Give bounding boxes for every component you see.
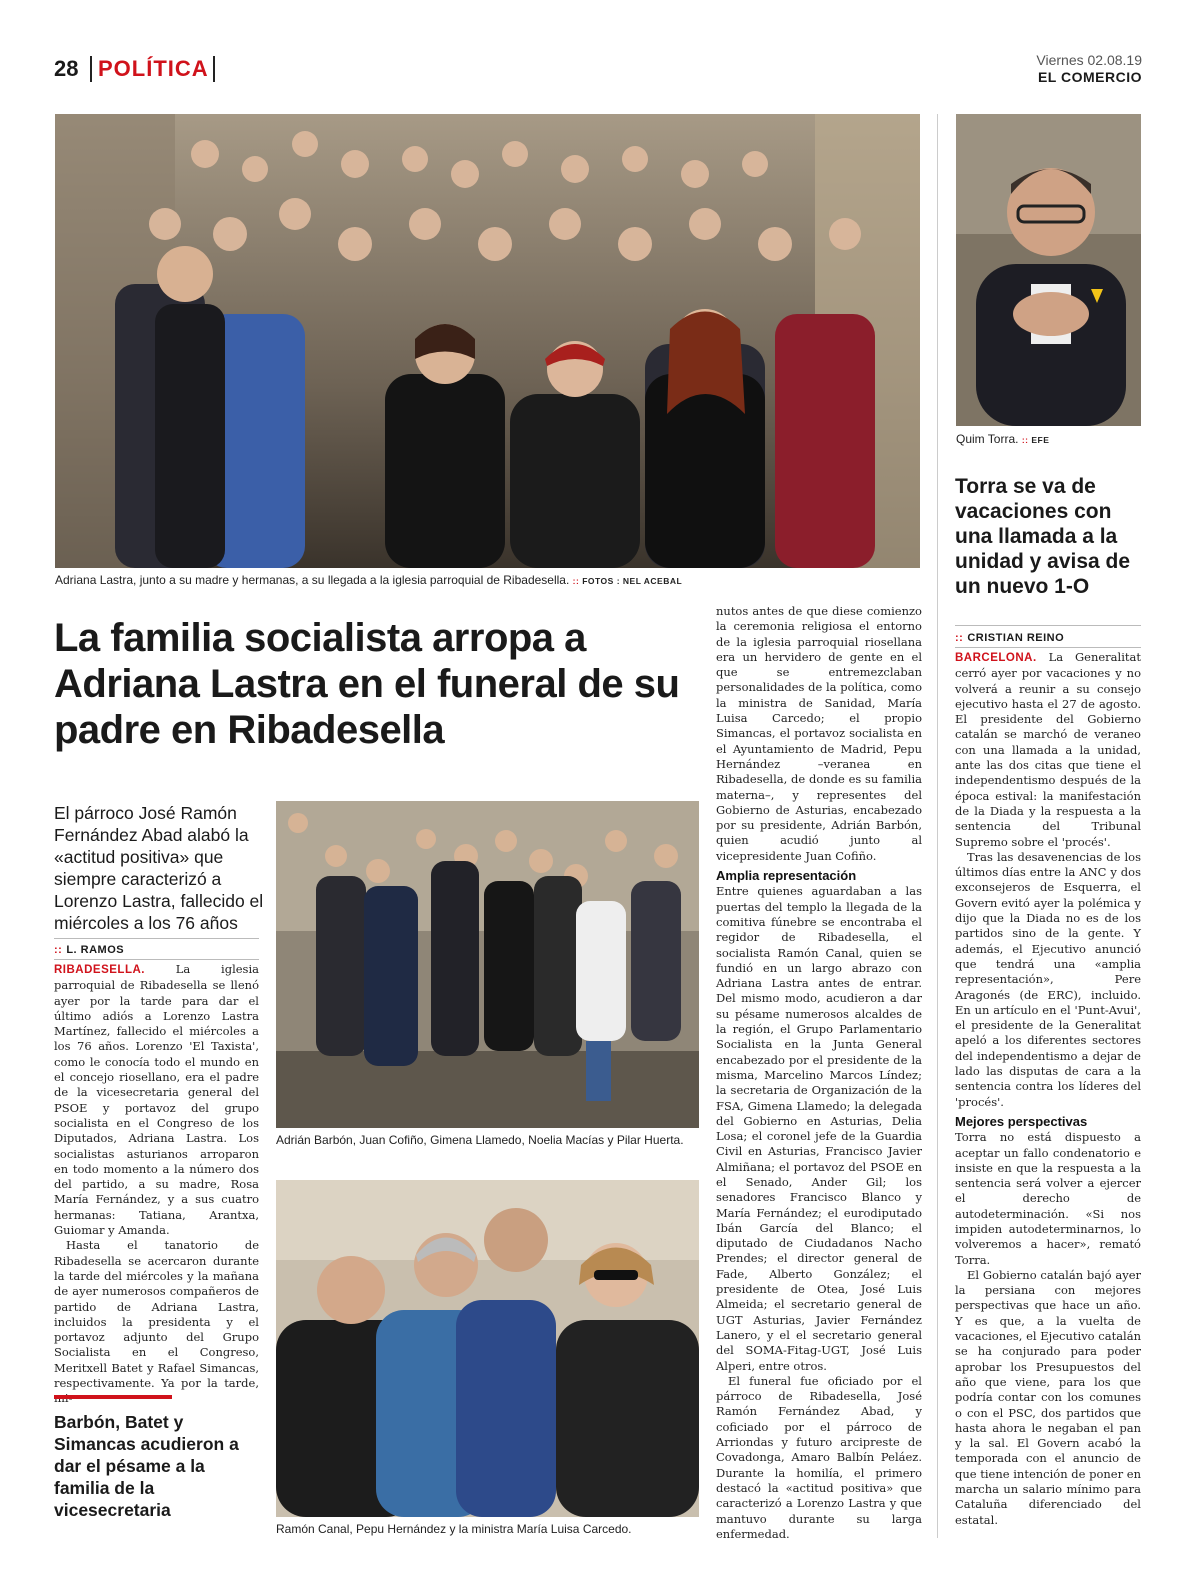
sidebar-body: BARCELONA. La Generalitat cerró ayer por vacaciones y no volverá a reunir a su consejo ejecutivo hasta el 27 de agosto. El presidente del Gobierno catalán se marchó de veraneo con una llamada a la unidad, ante las dos citas que tiene el independentismo después de la época estival: la manifestación de la Diada y la respuesta a la sentencia del Tribunal Supremo sobre el 'procés'. Tras las desavenencias de los últimos días entre la ANC y dos exconsejeros de Esquerra, el Govern evitó ayer la polémica y dijo que la Diada no es de los partidos sino de la gente. Y además, el Ejecutivo anunció que tendrá una «amplia representación», Pere Aragonés (de ERC), incluido. En un artículo en el 'Punt-Avui', el presidente de la Generalitat apeló a los diferentes sectores del independentismo a dejar de lado las disputas de cara a la sentencia contra los líderes del 'procés'. Mejores perspectivas Torra no está dispuesto a aceptar un fallo condenatorio e insiste en que la respuesta a la sentencia será volver a ejercer el derecho de autodeterminación. «Si nos impiden autodeterminarnos, lo volveremos a hacer», remató Torra. El Gobierno catalán bajó ayer la persiana con mejores perspectivas que hace un año. Y es que, a la vuelta de vacaciones, el Ejecutivo catalán se ha conjurado para poder aprobar los Presupuestos del año que viene, para los que podría contar con los comunes o con el PSC, dos partidos que hasta ahora le negaban el pan y la sal. El Govern acabó la temporada con el anuncio de que tiene intención de poner en marcha un salario mínimo para Cataluña diferenciado del estatal.: [955, 650, 1141, 1527]
byline-rule: [54, 938, 259, 939]
photo-credit: FOTOS : NEL ACEBAL: [582, 576, 683, 586]
page-number: 28: [54, 56, 79, 81]
byline-rule: [54, 959, 259, 960]
photo-canal-hernandez-caption: Ramón Canal, Pepu Hernández y la ministra María Luisa Carcedo.: [276, 1522, 632, 1536]
subhead-mejores: Mejores perspectivas: [955, 1113, 1088, 1129]
photo-canal-hernandez: [276, 1180, 699, 1517]
article-subtitle: El párroco José Ramón Fernández Abad alabó la «actitud positiva» que siempre caracterizó a Lorenzo Lastra, fallecido el miércoles a los 76 años: [54, 803, 264, 933]
torra-photo-credit: EFE: [1031, 435, 1050, 445]
photo-politicians-caption: Adrián Barbón, Juan Cofiño, Gimena Llamedo, Noelia Macías y Pilar Huerta.: [276, 1133, 684, 1147]
pull-quote-rule: [54, 1395, 172, 1399]
issue-date: Viernes 02.08.19: [1036, 52, 1142, 68]
newspaper-name: EL COMERCIO: [1037, 69, 1142, 85]
column-divider: [937, 114, 938, 1538]
torra-photo: [956, 114, 1141, 426]
header-divider: [90, 56, 92, 82]
article-column-1: RIBADESELLA. La iglesia parroquial de Ribadesella se llenó ayer por la tarde para dar el último adiós a Lorenzo Lastra Martínez, fallecido el miércoles a los 76 años. Lorenzo 'El Taxista', como le conocía todo el mundo en el concejo riosellano, era el padre de la vicesecretaria general del PSOE y portavoz del grupo socialista en el Congreso de los Diputados, Adriana Lastra. Los socialistas asturianos arroparon en todo momento a la número dos del partido, a su madre, Rosa María Fernández, y a sus cuatro hermanas: Tatiana, Arantxa, Guiomar y Amanda. Hasta el tanatorio de Ribadesella se acercaron durante la tarde del miércoles y la mañana de ayer numerosos compañeros de partido de Adriana Lastra, incluidos la presidenta y el portavoz adjunto del Grupo Socialista en el Congreso, Meritxell Batet y Rafael Simancas, respectivamente. Ya por la tarde,: [54, 962, 259, 1391]
header-divider: [213, 56, 215, 82]
sidebar-dateline: BARCELONA.: [955, 652, 1037, 664]
dateline: RIBADESELLA.: [54, 964, 145, 976]
main-photo: [55, 114, 920, 568]
main-photo-caption: Adriana Lastra, junto a su madre y hermanas, a su llegada a la iglesia parroquial de Ribadesella. :: FOTOS : NEL ACEBAL: [55, 573, 683, 587]
sidebar-byline-rule: [955, 647, 1141, 648]
sidebar-byline-rule: [955, 625, 1141, 626]
pull-quote: Barbón, Batet y Simancas acudieron a dar el pésame a la familia de la vicesecretaria: [54, 1412, 239, 1520]
photo-politicians: [276, 801, 699, 1128]
subhead-amplia: Amplia representación: [716, 868, 857, 884]
section-label: POLÍTICA: [98, 56, 209, 81]
sidebar-byline: :: CRISTIAN REINO: [955, 632, 1065, 644]
torra-photo-caption: Quim Torra. :: EFE: [956, 432, 1050, 446]
article-column-3: nutos antes de que diese comienzo la ceremonia religiosa el entorno de la iglesia parroquial riosellana era un hervidero de gente en el que se entremezclaban personalidades de la política, como la ministra de Sanidad, María Luisa Carcedo; el propio Simancas, el portavoz socialista en el Ayuntamiento de Madrid, Pepu Hernández –veranea en Ribadesella, de donde es su familia materna–, y representes del Gobierno de Asturias, encabezado por su presidente, Adrián Barbón, quien acudió junto al vicepresidente Juan Cofiño. Amplia representación Entre quienes aguardaban a las puertas del templo la llegada de la comitiva fúnebre se encontraba el regidor de Ribadesella, el socialista Ramón Canal, quien se fundió en un largo abrazo con Adriana Lastra antes de entrar. Del mismo modo, acudieron a dar su pésame numerosos alcaldes de la región, el Grupo Parlamentario Socialista en la Junta General encabezado por el presidente de la misma, Marcelino Marcos Líndez; la secretaria de Organización de la FSA, Gimena Llamedo; la delegada del Gobierno en Asturias, Delia Losa; el coronel jefe de la Guardia Civil en Asturias, Francisco Javier Almiñana; el portavoz del PSOE en el Senado, Ander Gil; los senadores Francisco Blanco y María Fernández; el eurodiputado Ibán García del Blanco; el diputado de Ciudadanos Nacho Prendes; el director general de Fade, Alberto González; el presidente de Otea, José Luis Almeida; el secretario general de UGT Asturias, Javier Fernández Lanero, y el el secretario general del SOMA-Fitag-UGT, José Luis Alperi, entre otros. El funeral fue oficiado por el párroco de Ribadesella, José Ramón Fernández Abad, y coficiado por el párroco de Arriondas y futuro arcipreste de Covadonga, Amaro Balbín Peláez. Durante la homilía, el primero destacó la «actitud positiva» que caracterizó a Lorenzo Lastra y que mantuvo durante su larga enfermedad.: [716, 604, 922, 1541]
sidebar-headline: Torra se va de vacaciones con una llamada a la unidad y avisa de un nuevo 1-O: [955, 475, 1131, 598]
main-headline: La familia socialista arropa a Adriana Lastra en el funeral de su padre en Ribadesella: [54, 616, 680, 752]
byline: :: L. RAMOS: [54, 944, 125, 956]
